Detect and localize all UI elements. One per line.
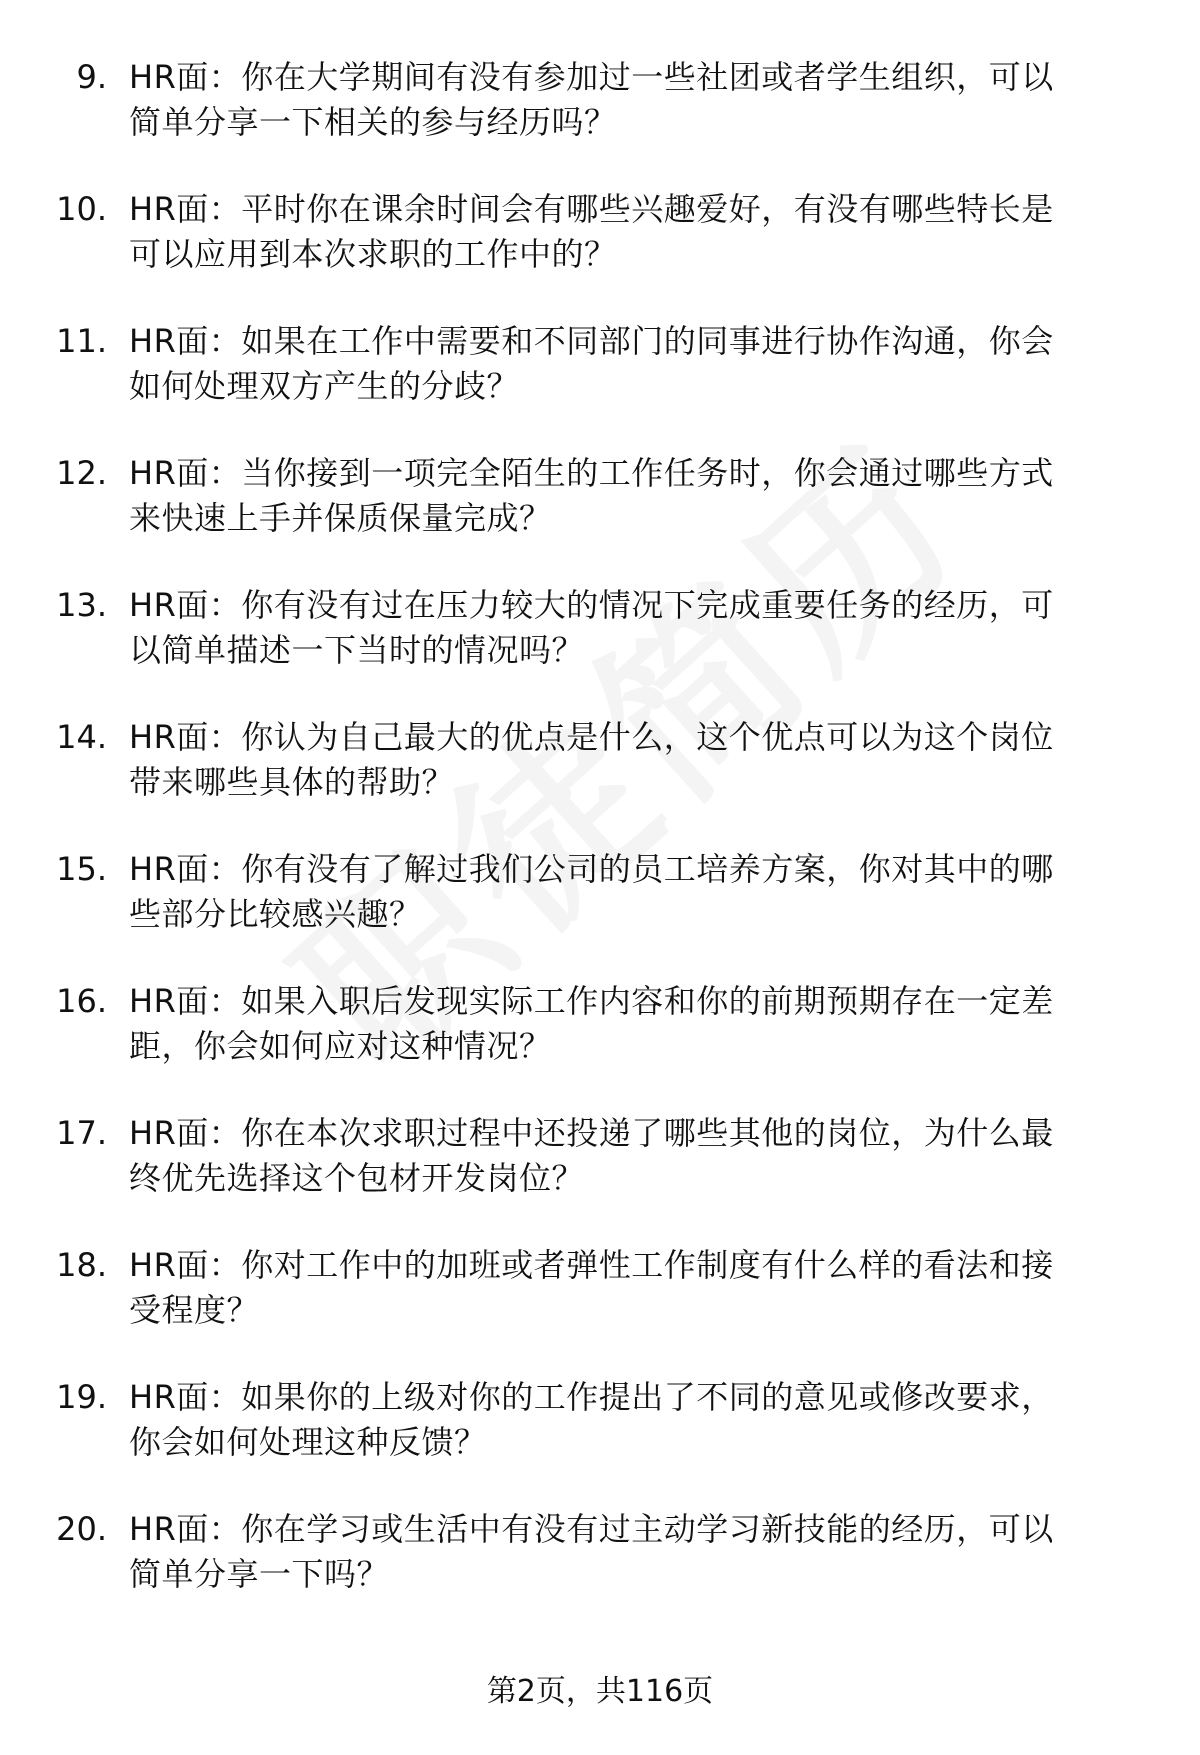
question-list (0, 55, 1200, 1639)
question-line: 你会如何处理这种反馈？ (129, 1423, 487, 1461)
question-line: HR面：你有没有过在压力较大的情况下完成重要任务的经历，可 (129, 586, 1054, 624)
question-number: 14. (56, 718, 107, 756)
question-line: 如何处理双方产生的分歧？ (129, 367, 520, 405)
question-text (129, 1111, 1159, 1201)
list-item (0, 187, 1200, 319)
question-line: HR面：当你接到一项完全陌生的工作任务时，你会通过哪些方式 (129, 454, 1054, 492)
question-line: 受程度？ (129, 1291, 260, 1329)
list-item (0, 847, 1200, 979)
question-text (129, 715, 1159, 805)
question-number: 16. (56, 982, 107, 1020)
question-line: 以简单描述一下当时的情况吗？ (129, 631, 585, 669)
page-number-footer: 第2页，共116页 (486, 1674, 714, 1709)
question-line: HR面：如果你的上级对你的工作提出了不同的意见或修改要求， (129, 1378, 1054, 1416)
question-line: HR面：你在学习或生活中有没有过主动学习新技能的经历，可以 (129, 1510, 1054, 1548)
question-line: 简单分享一下吗？ (129, 1555, 390, 1593)
question-number: 9. (76, 58, 107, 96)
question-text (129, 55, 1159, 145)
question-text (129, 1375, 1159, 1465)
question-text (129, 187, 1159, 277)
question-text (129, 451, 1159, 541)
question-line: 终优先选择这个包材开发岗位？ (129, 1159, 585, 1197)
question-line: 可以应用到本次求职的工作中的？ (129, 235, 617, 273)
question-text (129, 847, 1159, 937)
question-line: 带来哪些具体的帮助？ (129, 763, 455, 801)
question-line: HR面：你在大学期间有没有参加过一些社团或者学生组织，可以 (129, 58, 1054, 96)
question-number: 19. (56, 1378, 107, 1416)
question-line: HR面：你对工作中的加班或者弹性工作制度有什么样的看法和接 (129, 1246, 1054, 1284)
question-line: 距，你会如何应对这种情况？ (129, 1027, 552, 1065)
question-text (129, 1507, 1159, 1597)
question-line: 来快速上手并保质保量完成？ (129, 499, 552, 537)
question-line: HR面：平时你在课余时间会有哪些兴趣爱好，有没有哪些特长是 (129, 190, 1054, 228)
question-text (129, 583, 1159, 673)
list-item (0, 979, 1200, 1111)
list-item (0, 1507, 1200, 1639)
list-item (0, 55, 1200, 187)
question-number: 10. (56, 190, 107, 228)
question-line: 简单分享一下相关的参与经历吗？ (129, 103, 617, 141)
question-line: HR面：如果在工作中需要和不同部门的同事进行协作沟通，你会 (129, 322, 1054, 360)
list-item (0, 451, 1200, 583)
question-line: 些部分比较感兴趣？ (129, 895, 422, 933)
question-number: 17. (56, 1114, 107, 1152)
question-line: HR面：如果入职后发现实际工作内容和你的前期预期存在一定差 (129, 982, 1054, 1020)
question-text (129, 319, 1159, 409)
list-item (0, 583, 1200, 715)
question-text (129, 979, 1159, 1069)
list-item (0, 319, 1200, 451)
question-number: 13. (56, 586, 107, 624)
question-line: HR面：你有没有了解过我们公司的员工培养方案，你对其中的哪 (129, 850, 1054, 888)
question-number: 12. (56, 454, 107, 492)
question-text (129, 1243, 1159, 1333)
question-line: HR面：你在本次求职过程中还投递了哪些其他的岗位，为什么最 (129, 1114, 1054, 1152)
list-item (0, 715, 1200, 847)
question-number: 20. (56, 1510, 107, 1548)
list-item (0, 1111, 1200, 1243)
question-number: 11. (56, 322, 107, 360)
question-number: 15. (56, 850, 107, 888)
question-line: HR面：你认为自己最大的优点是什么，这个优点可以为这个岗位 (129, 718, 1054, 756)
list-item (0, 1375, 1200, 1507)
question-number: 18. (56, 1246, 107, 1284)
list-item (0, 1243, 1200, 1375)
